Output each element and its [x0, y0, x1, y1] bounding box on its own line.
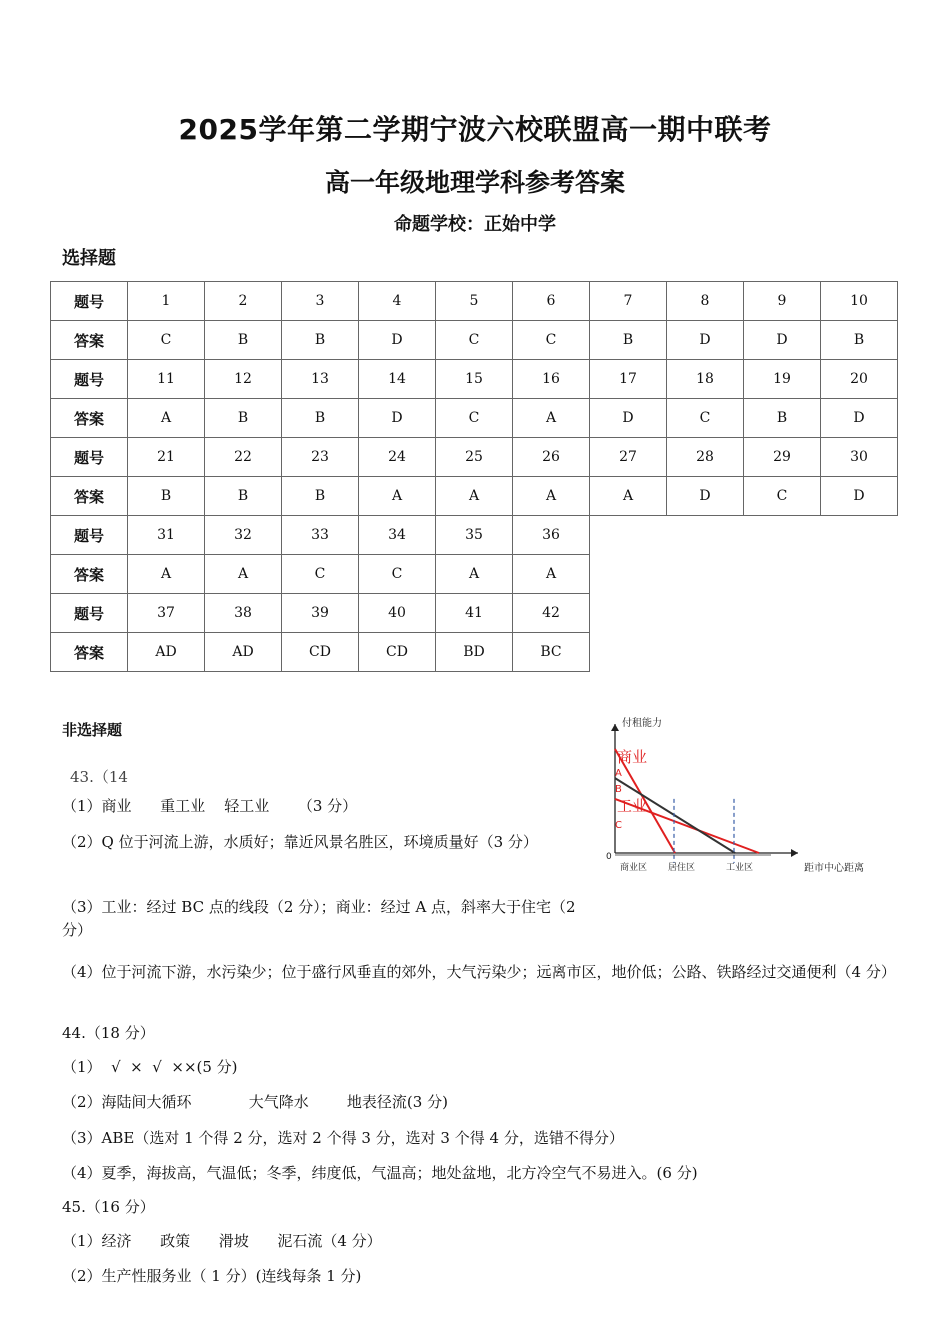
answer-cell: CD [359, 633, 436, 672]
q43-answer-2: （2）Q 位于河流上游，水质好；靠近风景名胜区，环境质量好（3 分） [62, 833, 538, 851]
answer-label: 答案 [51, 477, 128, 516]
question-number-cell: 28 [667, 438, 744, 477]
question-number-cell: 35 [436, 516, 513, 555]
answer-cell: BD [436, 633, 513, 672]
question-number-cell: 22 [205, 438, 282, 477]
question-number-cell: 17 [590, 360, 667, 399]
question-number-cell: 1 [128, 282, 205, 321]
section-nonchoice-heading: 非选择题 [62, 721, 123, 739]
question-number-cell: 40 [359, 594, 436, 633]
question-number-cell: 38 [205, 594, 282, 633]
question-number-cell: 13 [282, 360, 359, 399]
answer-cell: B [205, 477, 282, 516]
x-axis-label: 距市中心距离 [804, 863, 864, 874]
question-number-cell: 7 [590, 282, 667, 321]
question-number-row [51, 516, 898, 555]
question-number-cell: 8 [667, 282, 744, 321]
question-number-cell: 2 [205, 282, 282, 321]
answer-cell: A [513, 555, 590, 594]
q43-heading-clipped: 43.（14 [70, 768, 128, 786]
page-title: 2025学年第二学期宁波六校联盟高一期中联考 [178, 113, 772, 146]
answer-cell: D [667, 477, 744, 516]
series-line-2 [615, 778, 735, 853]
question-number-cell: 31 [128, 516, 205, 555]
answer-cell: B [205, 321, 282, 360]
section-choice-heading: 选择题 [62, 248, 116, 269]
q45-answer-1: （1）经济 政策 滑坡 泥石流（4 分） [62, 1232, 382, 1250]
question-number-cell: 36 [513, 516, 590, 555]
answer-cell: D [359, 399, 436, 438]
question-number-cell: 3 [282, 282, 359, 321]
answer-row [51, 321, 898, 360]
question-number-cell: 29 [744, 438, 821, 477]
question-number-cell: 18 [667, 360, 744, 399]
question-number-cell: 26 [513, 438, 590, 477]
answer-cell: C [282, 555, 359, 594]
question-number-cell: 6 [513, 282, 590, 321]
answer-cell: B [821, 321, 898, 360]
question-number-row [51, 360, 898, 399]
question-number-cell: 30 [821, 438, 898, 477]
question-number-row [51, 282, 898, 321]
question-number-label: 题号 [51, 282, 128, 321]
zone-label-industry: 工业区 [726, 863, 754, 873]
question-number-label: 题号 [51, 360, 128, 399]
question-number-cell: 34 [359, 516, 436, 555]
question-number-cell: 23 [282, 438, 359, 477]
page-subtitle: 高一年级地理学科参考答案 [324, 168, 625, 197]
q44-heading: 44.（18 分） [62, 1024, 155, 1042]
answer-row [51, 399, 898, 438]
answer-cell: B [282, 399, 359, 438]
question-number-cell: 19 [744, 360, 821, 399]
answer-cell: C [744, 477, 821, 516]
q44-answer-3: （3）ABE（选对 1 个得 2 分，选对 2 个得 3 分，选对 3 个得 4 分，选错不得分） [62, 1129, 624, 1147]
question-number-label: 题号 [51, 438, 128, 477]
answer-cell: D [590, 399, 667, 438]
answer-cell: BC [513, 633, 590, 672]
question-number-cell: 4 [359, 282, 436, 321]
question-number-cell: 37 [128, 594, 205, 633]
answer-cell: A [359, 477, 436, 516]
bid-rent-chart [598, 712, 878, 877]
question-number-cell: 12 [205, 360, 282, 399]
question-number-label: 题号 [51, 516, 128, 555]
question-number-cell: 33 [282, 516, 359, 555]
q44-answer-1: （1） √ × √ ××(5 分) [62, 1058, 238, 1076]
answer-cell: D [821, 477, 898, 516]
answer-cell: A [436, 555, 513, 594]
answer-cell: A [205, 555, 282, 594]
answer-cell: D [744, 321, 821, 360]
q45-answer-2: （2）生产性服务业（ 1 分）(连线每条 1 分) [62, 1267, 362, 1285]
school-line: 命题学校：正始中学 [394, 214, 556, 235]
answer-cell: B [205, 399, 282, 438]
answer-cell: C [128, 321, 205, 360]
answer-cell: C [359, 555, 436, 594]
answer-cell: CD [282, 633, 359, 672]
answer-cell: B [590, 321, 667, 360]
question-number-cell: 20 [821, 360, 898, 399]
question-number-cell: 24 [359, 438, 436, 477]
answer-cell: A [513, 399, 590, 438]
zone-label-residential: 居住区 [668, 863, 696, 873]
answer-label: 答案 [51, 555, 128, 594]
question-number-cell: 10 [821, 282, 898, 321]
question-number-cell: 11 [128, 360, 205, 399]
answer-row [51, 477, 898, 516]
answer-cell: B [282, 477, 359, 516]
q43-answer-3: （3）工业：经过 BC 点的线段（2 分）；商业：经过 A 点，斜率大于住宅（2 分） [62, 898, 576, 939]
q44-answer-2: （2）海陆间大循环 大气降水 地表径流(3 分) [62, 1093, 448, 1111]
question-number-cell: 25 [436, 438, 513, 477]
answer-cell: A [128, 399, 205, 438]
answer-cell: D [667, 321, 744, 360]
annotation-commerce: 商业 [617, 748, 648, 766]
empty-table-area [590, 516, 898, 672]
question-number-cell: 16 [513, 360, 590, 399]
answer-cell: A [513, 477, 590, 516]
answer-cell: C [436, 321, 513, 360]
question-number-cell: 32 [205, 516, 282, 555]
q43-answer-4: （4）位于河流下游，水污染少；位于盛行风垂直的郊外，大气污染少；远离市区，地价低；公路、铁路经过交通便利（4 分） [62, 963, 896, 981]
answer-cell: B [128, 477, 205, 516]
answer-cell: C [436, 399, 513, 438]
q43-answer-1: （1）商业 重工业 轻工业 （3 分） [62, 797, 358, 815]
annotation-point-a: A [615, 768, 622, 779]
answer-cell: D [359, 321, 436, 360]
answer-cell: B [282, 321, 359, 360]
x-axis-arrow [791, 849, 798, 857]
y-axis-label: 付租能力 [622, 718, 662, 729]
question-number-cell: 15 [436, 360, 513, 399]
answer-cell: A [128, 555, 205, 594]
question-number-label: 题号 [51, 594, 128, 633]
q45-heading: 45.（16 分） [62, 1198, 155, 1216]
question-number-cell: 39 [282, 594, 359, 633]
answer-cell: AD [205, 633, 282, 672]
answer-label: 答案 [51, 399, 128, 438]
annotation-point-c: C [615, 820, 622, 831]
q44-answer-4: （4）夏季，海拔高，气温低；冬季，纬度低，气温高；地处盆地，北方冷空气不易进入。(6 分) [62, 1164, 698, 1182]
answer-cell: C [667, 399, 744, 438]
answer-label: 答案 [51, 633, 128, 672]
annotation-industry: 工业 [617, 797, 648, 815]
question-number-cell: 42 [513, 594, 590, 633]
y-axis-arrow [611, 724, 619, 731]
annotation-point-b: B [615, 784, 622, 795]
answer-cell: B [744, 399, 821, 438]
question-number-cell: 27 [590, 438, 667, 477]
answer-cell: A [590, 477, 667, 516]
question-number-cell: 21 [128, 438, 205, 477]
answer-cell: D [821, 399, 898, 438]
origin-label: 0 [606, 852, 612, 862]
question-number-cell: 9 [744, 282, 821, 321]
question-number-cell: 5 [436, 282, 513, 321]
answer-table [50, 281, 898, 672]
answer-cell: C [513, 321, 590, 360]
question-number-row [51, 438, 898, 477]
question-number-cell: 14 [359, 360, 436, 399]
answer-cell: A [436, 477, 513, 516]
answer-cell: AD [128, 633, 205, 672]
answer-label: 答案 [51, 321, 128, 360]
zone-label-commerce: 商业区 [620, 863, 648, 873]
question-number-cell: 41 [436, 594, 513, 633]
